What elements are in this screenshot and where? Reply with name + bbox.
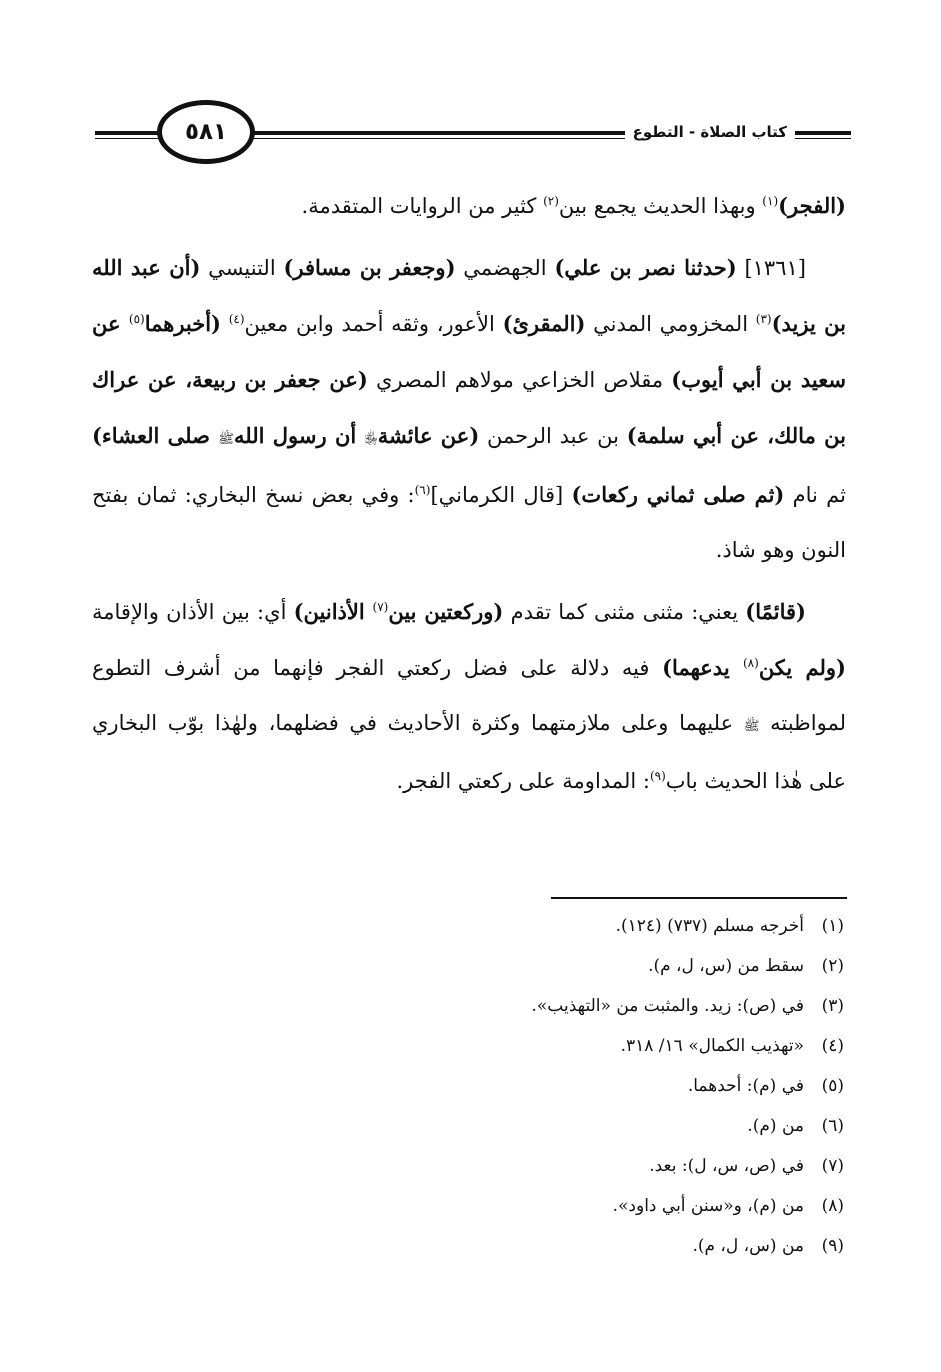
paragraph-3 (92, 584, 846, 809)
footnote-ref: (٤) (228, 312, 245, 326)
bold-phrase: الأذانين) (293, 599, 373, 624)
bold-phrase: (عن جعفر بن ربيعة، عن عراك بن مالك، عن أبي سلمة) (92, 367, 846, 448)
footnotes-list (344, 906, 844, 1266)
bold-phrase: عن سعيد بن أبي أيوب) (92, 311, 846, 392)
bold-phrase: (الفجر) (778, 193, 846, 218)
footnote-number: (٦) (821, 1116, 844, 1136)
footnote-number: (٨) (821, 1196, 844, 1216)
bold-phrase: (قائمًا) (745, 599, 806, 624)
footnote-item (344, 1146, 844, 1186)
bold-phrase: (ولم يكن (758, 655, 846, 680)
footnote-ref: (١) (762, 194, 779, 208)
footnote-text: من (م)، و«سنن أبي داود». (612, 1196, 804, 1216)
footnote-item (344, 986, 844, 1026)
footnote-number: (٩) (821, 1236, 844, 1256)
footnote-text: في (ص): زيد. والمثبت من «التهذيب». (531, 996, 804, 1016)
footnote-text: في (م): أحدهما. (687, 1076, 804, 1096)
text-run: عليهما وعلى ملازمتهما وكثرة الأحاديث في فضلهما، ولهٰذا بوّب البخاري على هٰذا الحديث باب (92, 711, 846, 793)
footnote-separator (551, 897, 847, 899)
bold-phrase: (وجعفر بن مسافر) (283, 255, 456, 280)
footnote-number: (٣) (821, 996, 844, 1016)
page-number-badge (157, 100, 255, 164)
footnote-number: (٢) (821, 956, 844, 976)
honorific-glyph: ﵂ (364, 432, 378, 447)
footnote-number: (٧) (821, 1156, 844, 1176)
text-run: الجهضمي (455, 256, 555, 280)
footnote-ref: (٦) (414, 483, 431, 497)
footnote-ref: (٩) (649, 769, 666, 783)
footnote-text: في (ص، س، ل): بعد. (649, 1156, 804, 1176)
footnote-number: (٤) (821, 1036, 844, 1056)
bold-phrase: صلى العشاء) (92, 423, 219, 448)
bold-phrase: (ثم صلى ثماني ركعات) (571, 482, 785, 507)
text-run: ثم نام (784, 483, 846, 507)
text-run: مقلاص الخزاعي مولاهم المصري (367, 368, 672, 392)
page-header (95, 98, 851, 168)
text-run: كثير من الروايات المتقدمة. (301, 194, 544, 218)
bold-phrase: يدعهما) (662, 655, 743, 680)
text-run: أي: بين الأذان والإقامة (92, 600, 294, 624)
footnote-item (344, 906, 844, 946)
bold-phrase: (عن عائشة (377, 423, 480, 448)
footnote-item (344, 1066, 844, 1106)
paragraph-1 (92, 178, 846, 234)
footnote-item (344, 1226, 844, 1266)
bold-phrase: (أن عبد الله بن يزيد) (92, 255, 847, 336)
footnote-item (344, 1106, 844, 1146)
honorific-glyph: ﷺ (743, 719, 760, 734)
text-run: يعني: مثنى مثنى كما تقدم (503, 600, 746, 624)
footnote-ref: (٢) (543, 194, 559, 208)
footnote-item (344, 1026, 844, 1066)
footnote-ref: (٣) (755, 312, 772, 326)
footnote-text: من (م). (747, 1116, 804, 1136)
text-run: : المداومة على ركعتي الفجر. (396, 769, 650, 793)
footnote-number: (٥) (821, 1076, 844, 1096)
text-run: التنيسي (200, 256, 284, 280)
paragraph-2 (92, 240, 846, 578)
hadith-number: [١٣٦١] (736, 256, 806, 280)
bold-phrase: (وركعتين بين (388, 599, 504, 624)
text-run: المخزومي المدني (585, 312, 756, 336)
footnote-text: أخرجه مسلم (٧٣٧) (١٢٤). (615, 916, 804, 936)
text-run: فيه دلالة على فضل ركعتي الفجر فإنهما من أشرف التطوع لمواظبته (92, 656, 846, 735)
footnote-text: سقط من (س، ل، م). (648, 956, 804, 976)
footnote-item (344, 1186, 844, 1226)
footnote-ref: (٥) (128, 312, 145, 326)
text-run: : وفي بعض نسخ البخاري: ثمان بفتح النون وهو شاذ. (92, 483, 846, 562)
footnote-text: «تهذيب الكمال» ١٦/ ٣١٨. (620, 1036, 804, 1056)
text-run (221, 312, 229, 336)
bold-phrase: أن رسول الله (234, 423, 365, 448)
footnote-text: من (س، ل، م). (692, 1236, 804, 1256)
bold-phrase: (حدثنا نصر بن علي) (554, 255, 737, 280)
text-run: بن عبد الرحمن (479, 424, 627, 448)
text-run: وبهذا الحديث يجمع بين (558, 194, 763, 218)
footnote-number: (١) (821, 916, 844, 936)
bold-phrase: (أخبرهما (144, 311, 221, 336)
bold-phrase: (المقرئ) (502, 311, 586, 336)
page-number: ٥٨١ (184, 119, 228, 145)
footnote-item (344, 946, 844, 986)
footnote-ref: (٧) (372, 600, 389, 614)
text-run: [قال الكرماني] (430, 483, 572, 507)
honorific-glyph: ﷺ (218, 432, 234, 447)
footnote-ref: (٨) (742, 656, 759, 670)
main-text (92, 178, 846, 809)
running-title: كتاب الصلاة - التطوع (625, 122, 795, 142)
text-run: الأعور، وثقه أحمد وابن معين (244, 312, 503, 336)
